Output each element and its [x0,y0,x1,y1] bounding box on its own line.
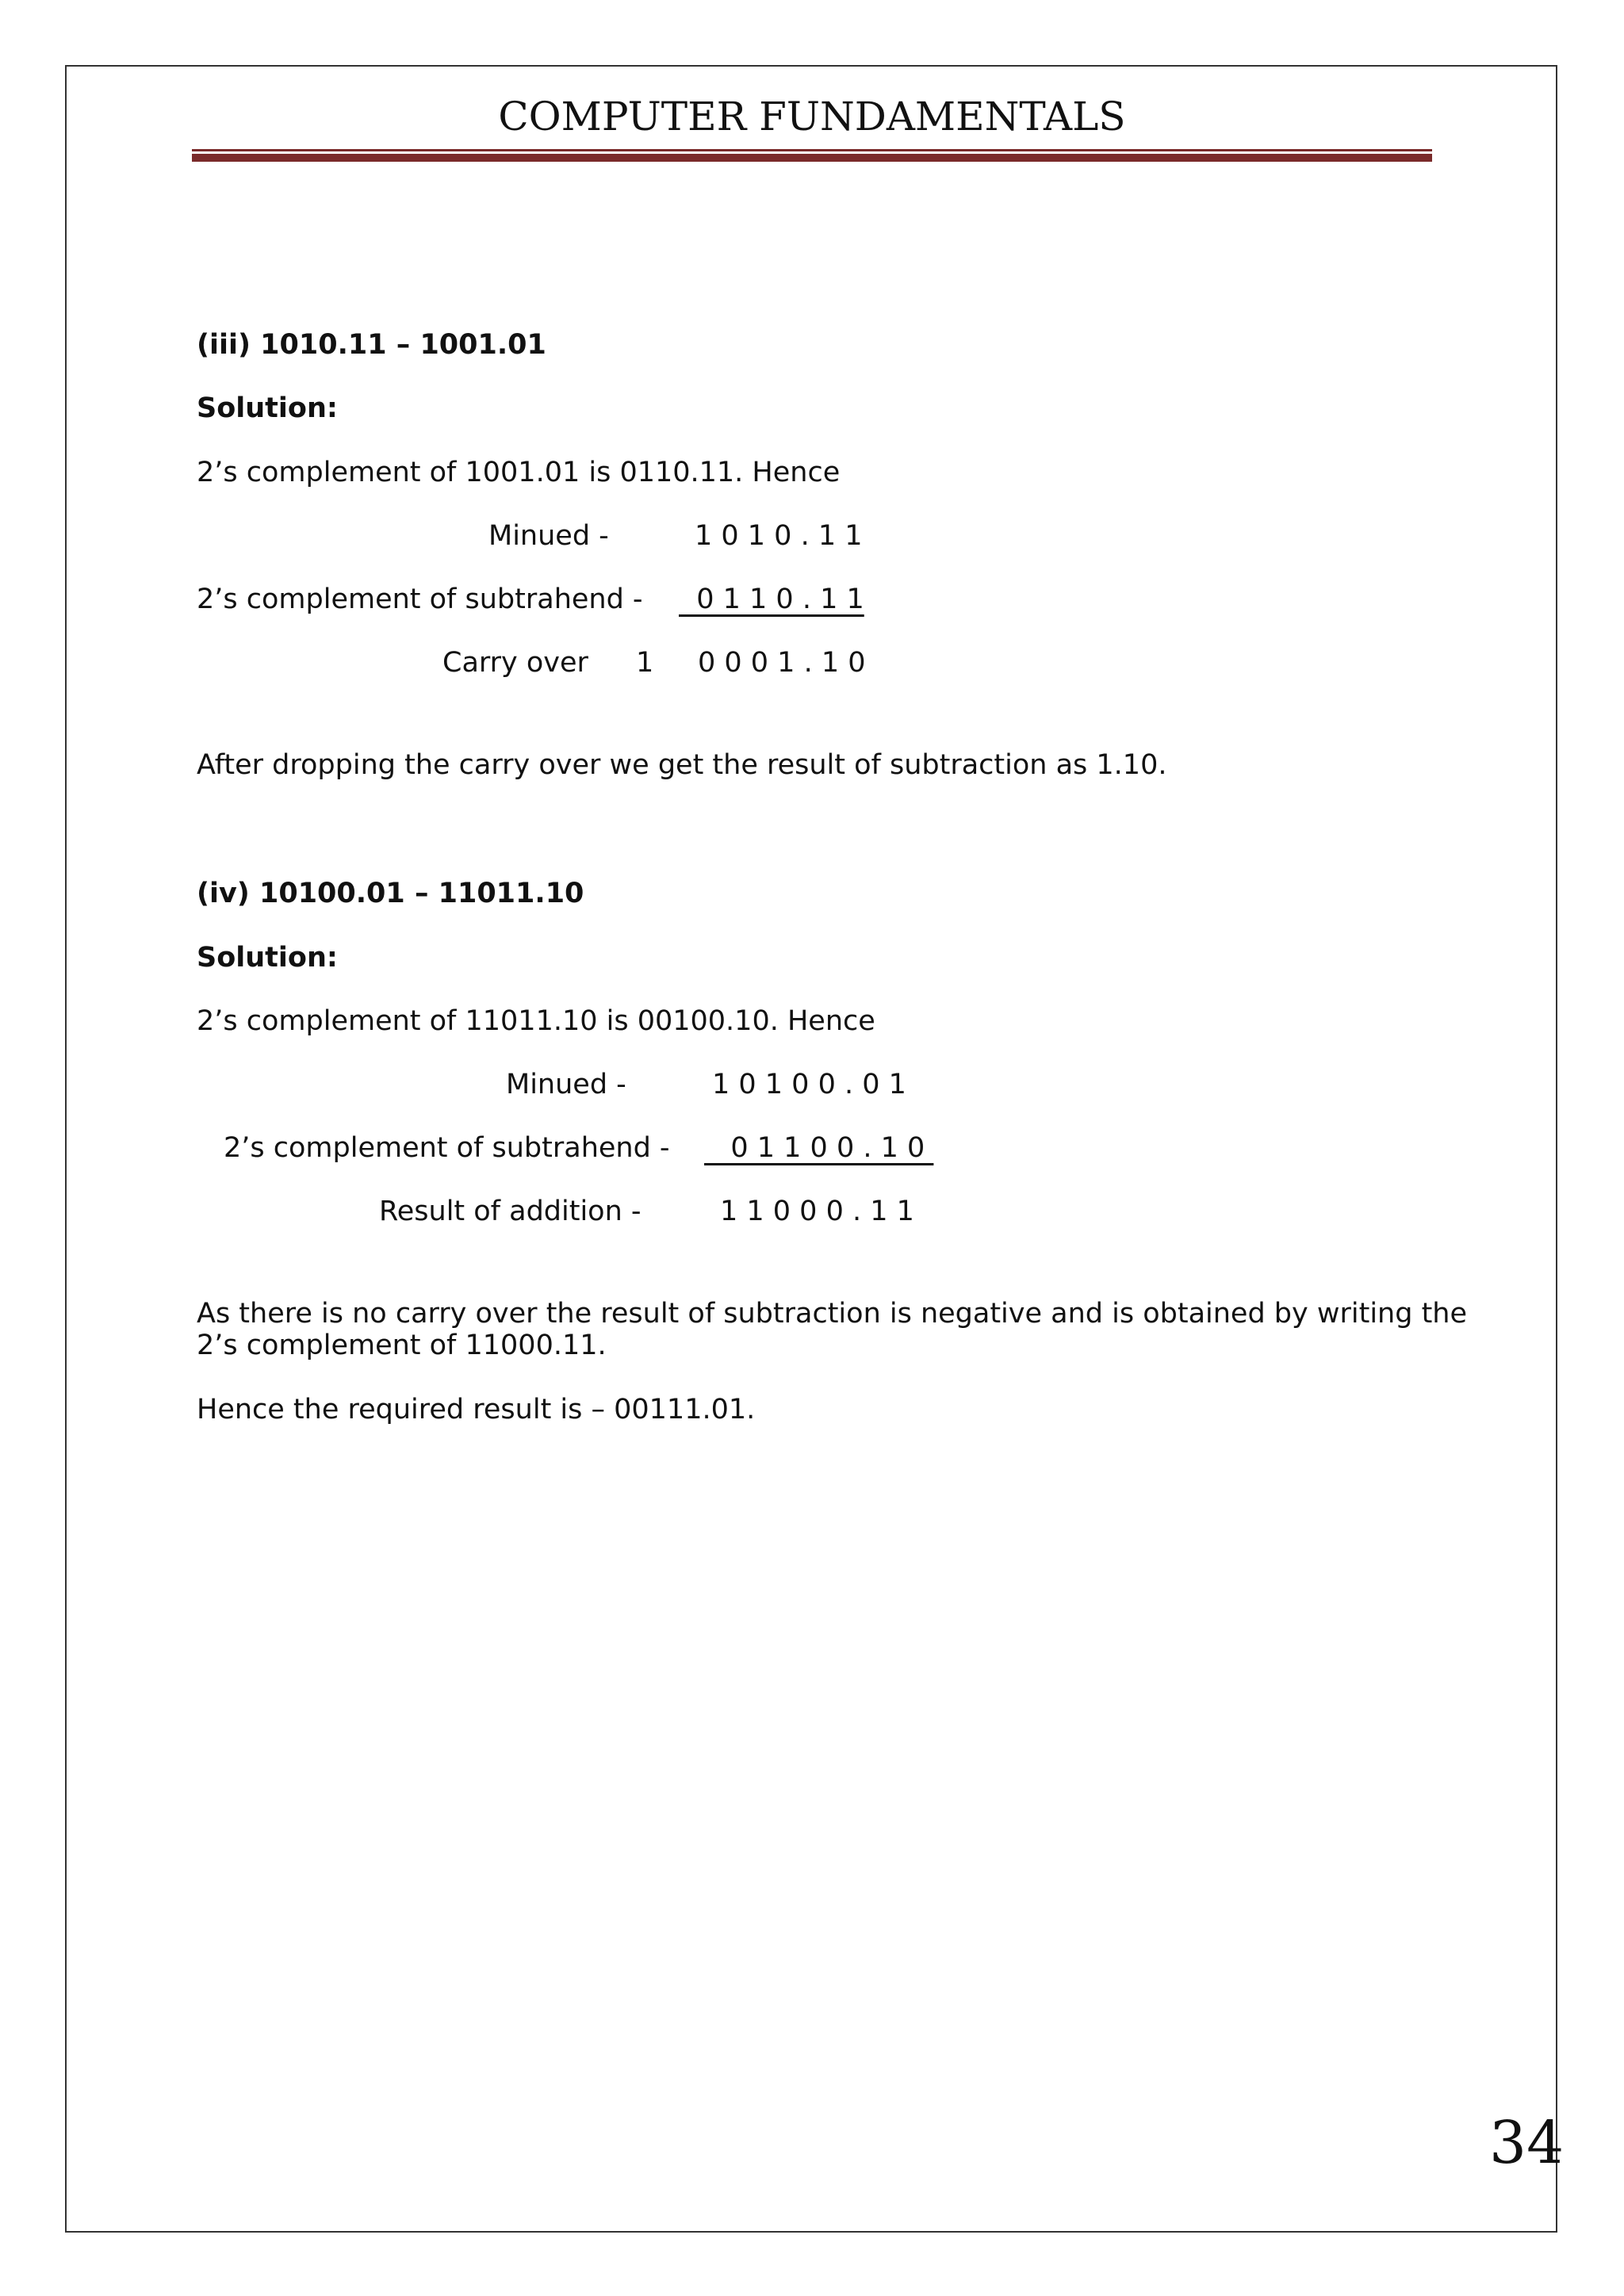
problem-iii-carry-digit: 1 [636,647,654,679]
problem-iii-result-value: 0 0 0 1 . 1 0 [698,647,866,679]
problem-iv-conclusion-line1: As there is no carry over the result of subtraction is negative and is obtained by writing the [197,1298,1468,1330]
problem-iii-heading: (iii) 1010.11 – 1001.01 [197,329,546,361]
problem-iii-subtrahend-label: 2’s complement of subtrahend - [197,584,643,615]
problem-iii-subtrahend-value: 0 1 1 0 . 1 1 [679,584,864,615]
problem-iii-minuend-value: 1 0 1 0 . 1 1 [695,520,863,552]
problem-iv-subtrahend-label: 2’s complement of subtrahend - [224,1132,670,1164]
problem-iv-minuend-value: 1 0 1 0 0 . 0 1 [712,1069,906,1100]
page-header-title: COMPUTER FUNDAMENTALS [498,94,1126,140]
problem-iv-subtrahend-value: 0 1 1 0 0 . 1 0 [704,1132,934,1164]
problem-iv-final-result: Hence the required result is – 00111.01. [197,1394,756,1425]
header-rule-thick [192,154,1432,162]
problem-iv-addition-value: 1 1 0 0 0 . 1 1 [720,1196,914,1227]
problem-iv-intro: 2’s complement of 11011.10 is 00100.10. Hence [197,1005,875,1037]
header-rule-thin [192,149,1432,151]
problem-iv-addition-label: Result of addition - [379,1196,642,1227]
problem-iv-solution-label: Solution: [197,942,338,974]
problem-iii-solution-label: Solution: [197,392,338,424]
problem-iv-minuend-label: Minued - [506,1069,626,1100]
problem-iii-intro: 2’s complement of 1001.01 is 0110.11. Hence [197,457,841,488]
problem-iv-heading: (iv) 10100.01 – 11011.10 [197,878,584,909]
page-number: 34 [1489,2109,1565,2177]
problem-iii-conclusion: After dropping the carry over we get the result of subtraction as 1.10. [197,749,1167,781]
problem-iii-carry-label: Carry over [442,647,588,679]
problem-iii-minuend-label: Minued - [488,520,609,552]
problem-iv-conclusion-line2: 2’s complement of 11000.11. [197,1330,607,1361]
